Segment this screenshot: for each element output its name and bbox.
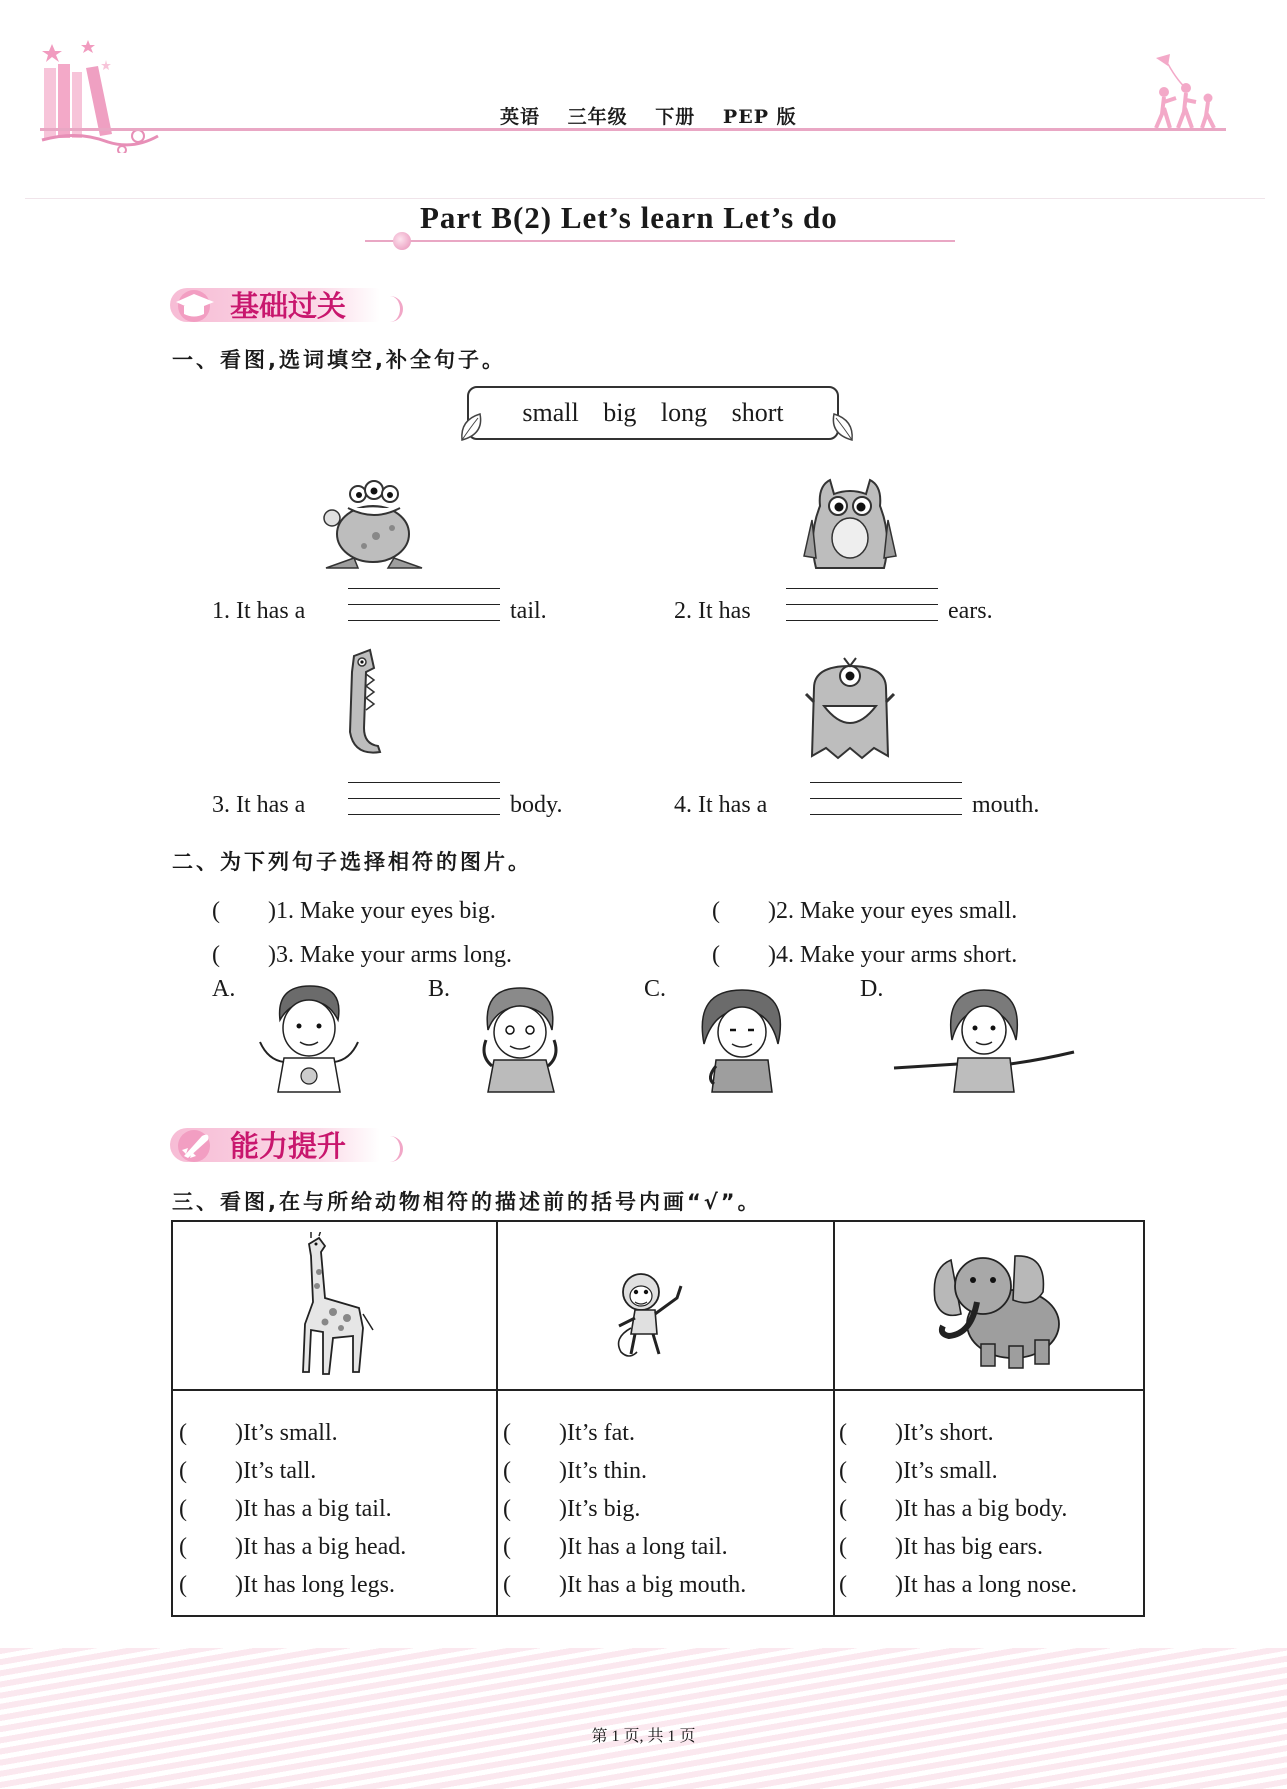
header-info bbox=[500, 102, 817, 129]
option-d-girl-arms-image bbox=[888, 980, 1078, 1094]
header-edition: PEP 版 bbox=[722, 106, 797, 128]
header-subject: 英语 bbox=[500, 106, 541, 128]
q1-item-1-suffix: tail. bbox=[510, 598, 547, 624]
elephant-option-4[interactable]: ( )It has big ears. bbox=[839, 1534, 1043, 1560]
option-b-girl-image bbox=[466, 980, 576, 1094]
leaf-right-icon bbox=[822, 410, 856, 444]
option-a-boy-image bbox=[254, 980, 364, 1094]
leaf-left-icon bbox=[458, 410, 488, 444]
q2-option-d-label: D. bbox=[860, 976, 884, 1002]
header-subrule bbox=[25, 198, 1265, 199]
monkey-option-4[interactable]: ( )It has a long tail. bbox=[503, 1534, 728, 1560]
q1-item-2-blank[interactable] bbox=[786, 588, 938, 620]
giraffe-option-2[interactable]: ( )It’s tall. bbox=[179, 1458, 317, 1484]
q1-item-2-prefix: 2. It has bbox=[674, 598, 751, 624]
monster-4-image bbox=[800, 654, 900, 764]
section-label-basic: 基础过关 bbox=[230, 289, 347, 323]
graduation-cap-icon bbox=[172, 286, 218, 322]
q1-item-3-blank[interactable] bbox=[348, 782, 500, 814]
monkey-option-5[interactable]: ( )It has a big mouth. bbox=[503, 1572, 747, 1598]
elephant-option-3[interactable]: ( )It has a big body. bbox=[839, 1496, 1068, 1522]
section-banner-advanced bbox=[170, 1122, 410, 1164]
giraffe-option-4[interactable]: ( )It has a big head. bbox=[179, 1534, 407, 1560]
monster-2-image bbox=[800, 476, 900, 576]
page-number: 第 1 页, 共 1 页 bbox=[591, 1728, 696, 1745]
kids-kite-icon bbox=[1148, 52, 1228, 132]
question-3-title: 三、看图,在与所给动物相符的描述前的括号内画“√”。 bbox=[172, 1190, 762, 1214]
title-underline bbox=[365, 240, 955, 242]
q2-item-4[interactable]: ( )4. Make your arms short. bbox=[712, 942, 1018, 968]
section-label-advanced: 能力提升 bbox=[230, 1129, 347, 1163]
q2-item-1[interactable]: ( )1. Make your eyes big. bbox=[212, 898, 496, 924]
section-banner-basic bbox=[170, 282, 410, 324]
q1-item-3-prefix: 3. It has a bbox=[212, 792, 306, 818]
header-rule bbox=[40, 128, 1226, 131]
giraffe-option-1[interactable]: ( )It’s small. bbox=[179, 1420, 338, 1446]
header-logo-books-icon bbox=[38, 38, 163, 153]
q1-item-1-prefix: 1. It has a bbox=[212, 598, 306, 624]
question-2-title: 二、为下列句子选择相符的图片。 bbox=[172, 850, 532, 874]
header-grade: 三年级 bbox=[567, 106, 628, 128]
elephant-image bbox=[921, 1240, 1071, 1380]
q1-item-3-suffix: body. bbox=[510, 792, 563, 818]
q1-item-4-prefix: 4. It has a bbox=[674, 792, 768, 818]
rocket-icon bbox=[172, 1126, 218, 1162]
animal-table bbox=[171, 1220, 1145, 1617]
question-1-title: 一、看图,选词填空,补全句子。 bbox=[172, 348, 506, 372]
q2-option-a-label: A. bbox=[212, 976, 236, 1002]
monkey-image bbox=[611, 1262, 691, 1362]
monkey-option-3[interactable]: ( )It’s big. bbox=[503, 1496, 641, 1522]
giraffe-option-3[interactable]: ( )It has a big tail. bbox=[179, 1496, 392, 1522]
option-c-girl-image bbox=[686, 980, 796, 1094]
giraffe-option-5[interactable]: ( )It has long legs. bbox=[179, 1572, 395, 1598]
q2-item-2[interactable]: ( )2. Make your eyes small. bbox=[712, 898, 1018, 924]
q1-item-4-suffix: mouth. bbox=[972, 792, 1040, 818]
q1-item-1-blank[interactable] bbox=[348, 588, 500, 620]
q2-option-c-label: C. bbox=[644, 976, 667, 1002]
q1-item-4-blank[interactable] bbox=[810, 782, 962, 814]
giraffe-image bbox=[289, 1232, 379, 1382]
monkey-option-2[interactable]: ( )It’s thin. bbox=[503, 1458, 647, 1484]
header-volume: 下册 bbox=[655, 106, 696, 128]
elephant-option-2[interactable]: ( )It’s small. bbox=[839, 1458, 998, 1484]
q1-item-2-suffix: ears. bbox=[948, 598, 993, 624]
q2-item-3[interactable]: ( )3. Make your arms long. bbox=[212, 942, 512, 968]
elephant-option-1[interactable]: ( )It’s short. bbox=[839, 1420, 994, 1446]
word-bank-words: small big long short bbox=[522, 398, 784, 427]
monster-3-image bbox=[340, 648, 390, 758]
monster-1-image bbox=[318, 474, 428, 574]
q2-option-b-label: B. bbox=[428, 976, 451, 1002]
footer-stripes bbox=[0, 1648, 1287, 1789]
monkey-option-1[interactable]: ( )It’s fat. bbox=[503, 1420, 635, 1446]
elephant-option-5[interactable]: ( )It has a long nose. bbox=[839, 1572, 1077, 1598]
page-title: Part B(2) Let’s learn Let’s do bbox=[420, 200, 838, 235]
word-bank bbox=[467, 386, 839, 440]
title-dot-icon bbox=[393, 232, 411, 250]
